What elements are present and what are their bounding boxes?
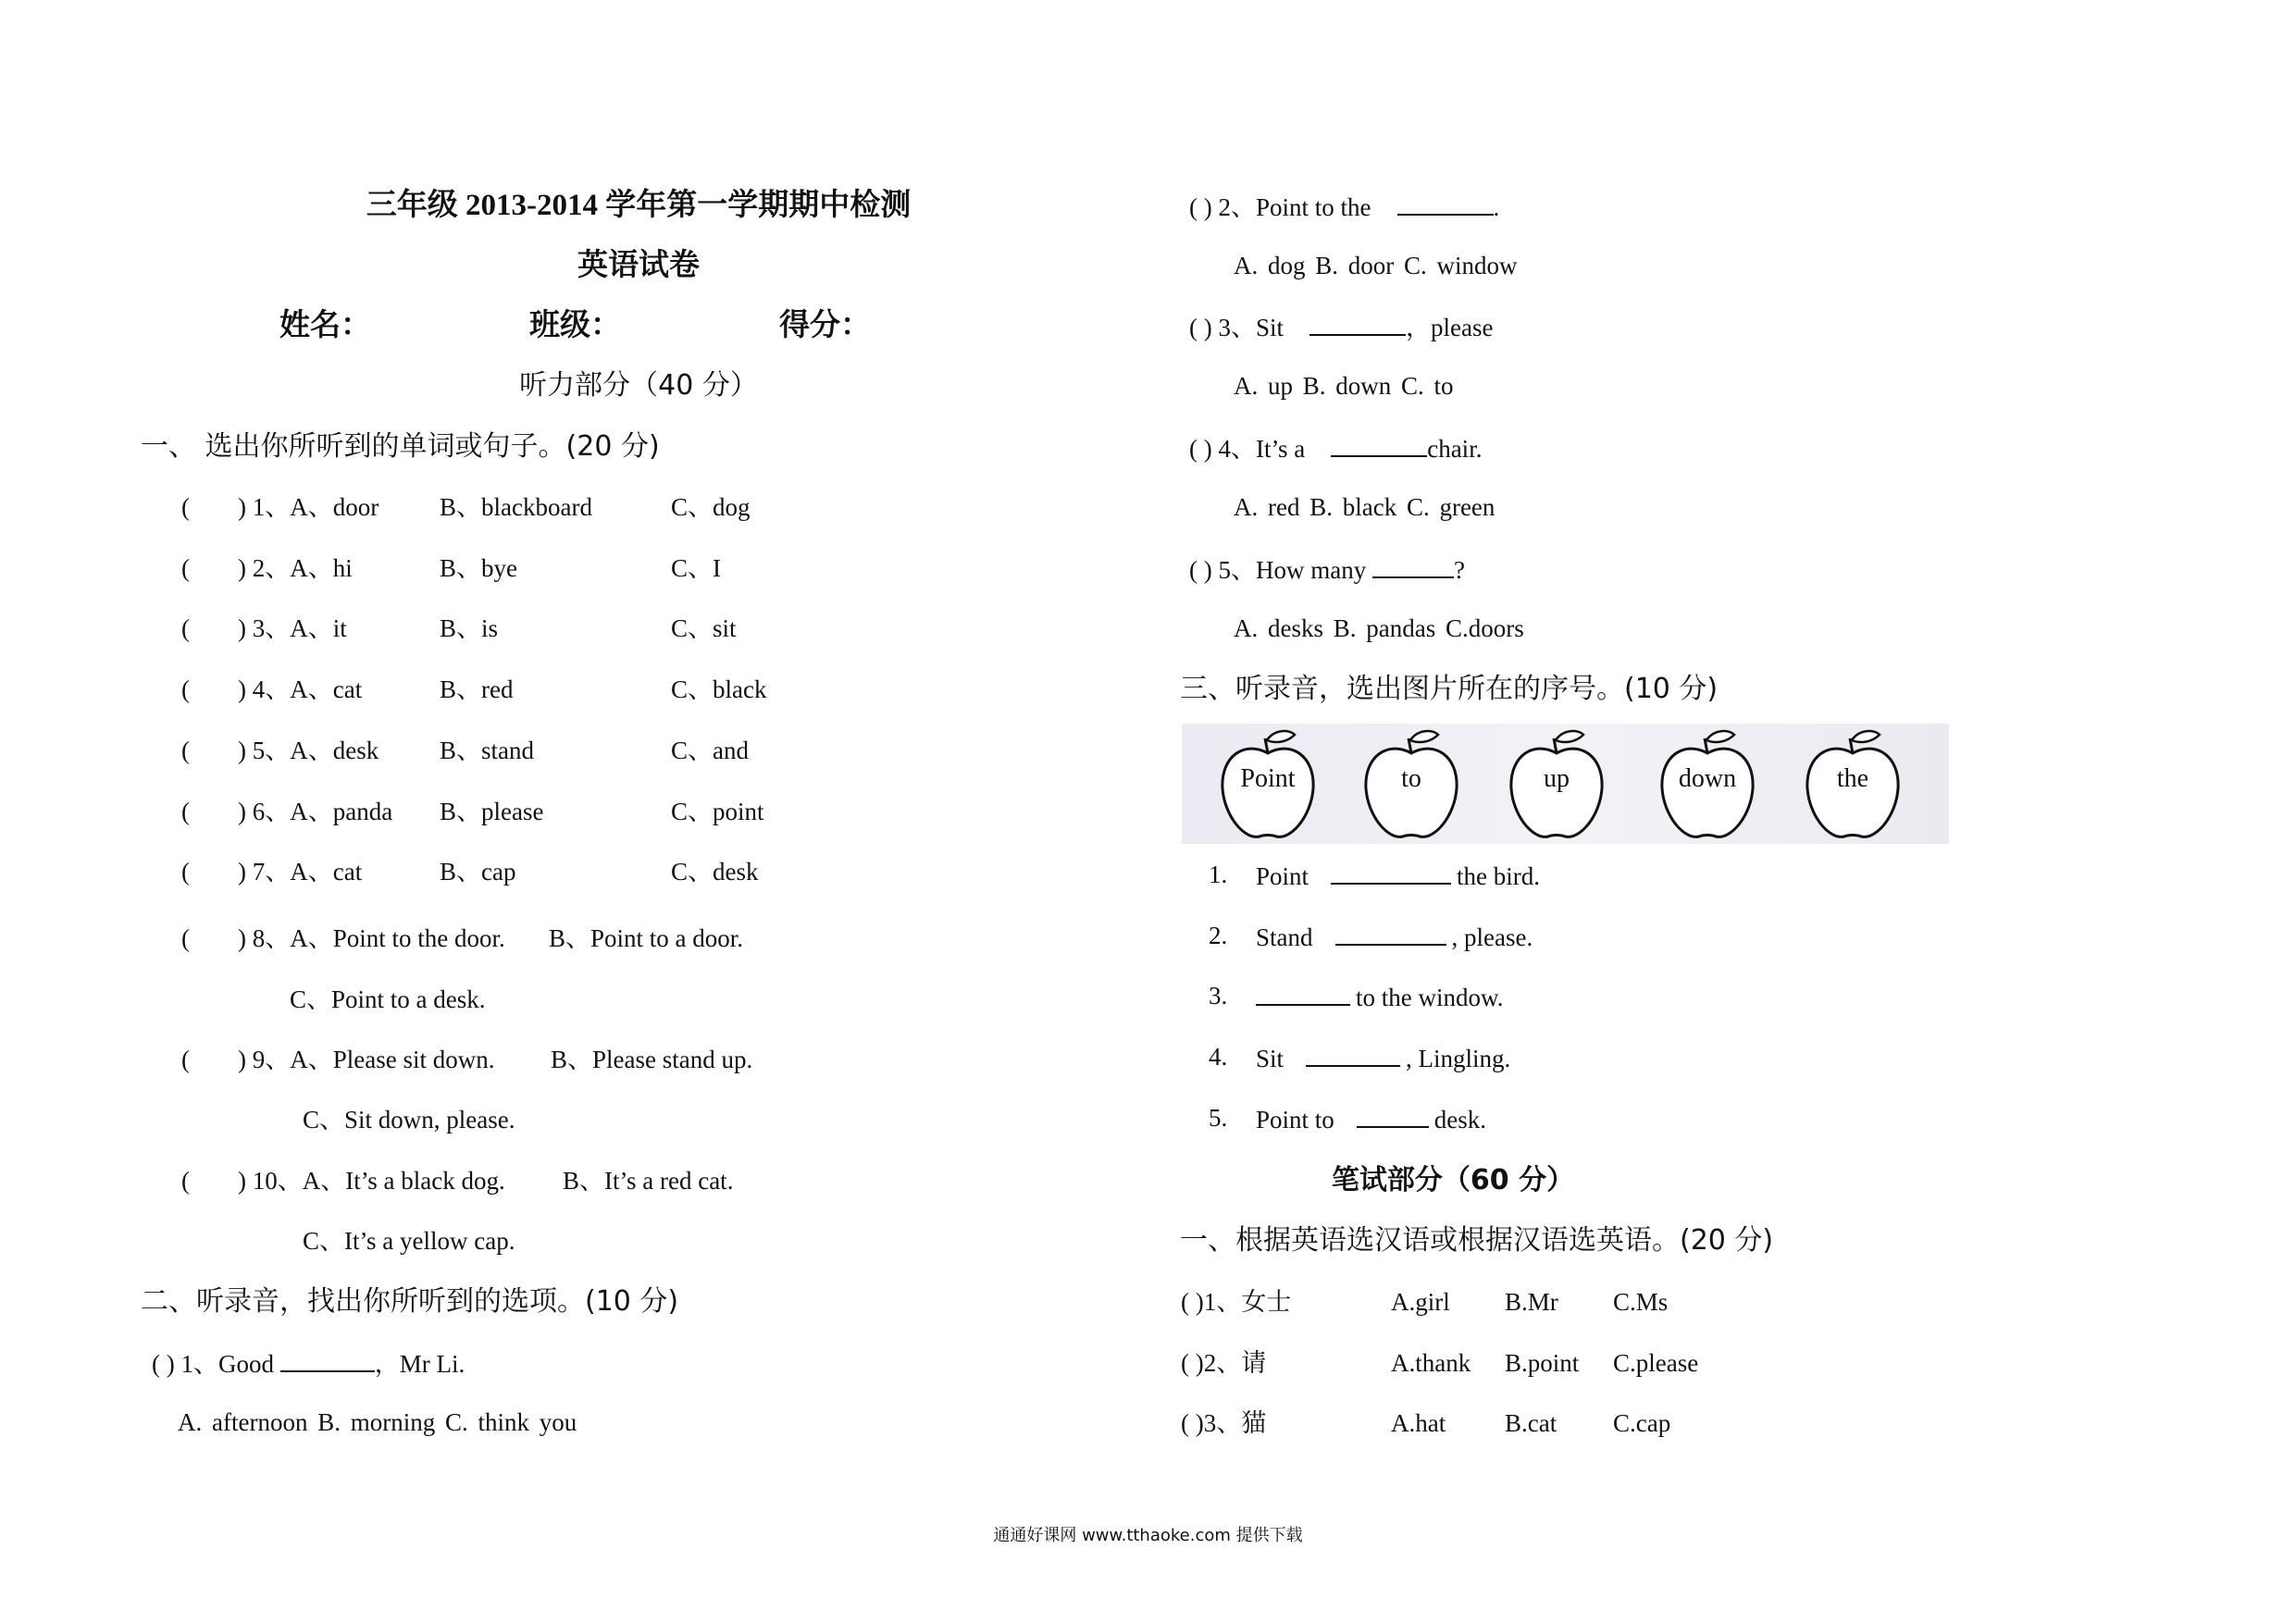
question-number: ( )3、猫 xyxy=(1181,1409,1267,1438)
option-c: C.cap xyxy=(1613,1409,1671,1438)
s2-q5-options: A. desks B. pandas C.doors xyxy=(1234,614,1524,642)
footer-text: 通通好课网 www.tthaoke.com 提供下载 xyxy=(993,1526,1303,1545)
section3-heading: 三、听录音，选出图片所在的序号。(10 分) xyxy=(1180,673,1719,705)
apple-word: the xyxy=(1836,764,1869,793)
apple-word: Point xyxy=(1240,764,1296,793)
item9-b: B、Please stand up. xyxy=(551,1046,753,1073)
item-number: 3. xyxy=(1209,982,1228,1010)
item-a: ) 4、A、cat xyxy=(238,675,363,704)
apple-picture xyxy=(1647,724,1768,844)
written-header: 笔试部分（60 分） xyxy=(1331,1164,1575,1196)
fill-blank-sentence xyxy=(1256,920,1533,953)
item-a: ) 7、A、cat xyxy=(238,858,363,886)
item9-c: C、Sit down, please. xyxy=(303,1106,515,1134)
apple-word: up xyxy=(1544,764,1570,793)
section2-heading: 二、听录音，找出你所听到的选项。(10 分) xyxy=(141,1285,679,1318)
fill-blank-sentence xyxy=(1256,980,1503,1013)
apple-picture xyxy=(1793,724,1913,844)
s2-q1-options: A. afternoon B. morning C. think you xyxy=(178,1408,577,1436)
item-c: C、I xyxy=(671,553,721,582)
question-number: ( )2、请 xyxy=(1181,1348,1267,1377)
apple-picture xyxy=(1496,724,1617,844)
fill-blank-sentence xyxy=(1256,1102,1486,1135)
item8-row: ( ) 8、A、Point to the door. xyxy=(181,924,505,952)
s2-q5: ( ) 5、How many ? xyxy=(1189,552,1465,586)
option-a: A.thank xyxy=(1391,1348,1471,1377)
class-label: 班级： xyxy=(529,309,621,342)
s2-q4-options: A. red B. black C. green xyxy=(1234,493,1496,521)
item-number: 5. xyxy=(1209,1103,1228,1132)
fill-blank-sentence xyxy=(1256,1041,1510,1074)
item8-a: ) 8、A、Point to the door. xyxy=(238,924,505,952)
item-b: B、cap xyxy=(440,858,516,886)
item-c: C、dog xyxy=(671,493,751,521)
item10-a: ) 10、A、It’s a black dog. xyxy=(238,1167,505,1195)
s2-q1: ( ) 1、Good ，Mr Li. xyxy=(152,1346,465,1380)
item8-c: C、Point to a desk. xyxy=(290,985,486,1013)
option-a: A.girl xyxy=(1391,1288,1450,1316)
fill-blank-sentence xyxy=(1256,859,1540,892)
apple-word: down xyxy=(1678,764,1737,793)
item10-c: C、It’s a yellow cap. xyxy=(303,1227,515,1255)
item-b: B、bye xyxy=(440,553,517,582)
list-item: ( ) 3、A、it xyxy=(181,614,347,643)
item-b: B、blackboard xyxy=(440,493,592,521)
item-a: ) 2、A、hi xyxy=(238,553,353,582)
list-item: ( ) 2、A、hi xyxy=(181,553,353,582)
written1-heading: 一、根据英语选汉语或根据汉语选英语。(20 分) xyxy=(1180,1224,1774,1257)
s2-q3-options: A. up B. down C. to xyxy=(1234,372,1454,400)
item-c: C、sit xyxy=(671,614,737,643)
option-c: C.please xyxy=(1613,1348,1699,1377)
apple-picture xyxy=(1208,724,1328,844)
item-c: C、desk xyxy=(671,858,759,886)
item-b: B、stand xyxy=(440,736,535,764)
s2-q2-options: A. dog B. door C. window xyxy=(1234,252,1518,279)
sentence-end: the bird. xyxy=(1457,862,1541,890)
item-c: C、black xyxy=(671,675,767,704)
exam-title: 三年级 2013-2014 学年第一学期期中检测 xyxy=(366,189,912,222)
item10-row: ( ) 10、A、It’s a black dog. xyxy=(181,1167,505,1195)
option-b: B.Mr xyxy=(1505,1288,1558,1316)
option-c: C.Ms xyxy=(1613,1288,1669,1316)
sentence-start: Point to xyxy=(1256,1105,1334,1134)
apple-picture xyxy=(1351,724,1471,844)
sentence-end: , Lingling. xyxy=(1406,1045,1511,1073)
item-a: ) 6、A、panda xyxy=(238,797,393,825)
apple-picture-strip xyxy=(1182,724,1949,844)
option-a: A.hat xyxy=(1391,1409,1446,1438)
list-item: ( ) 7、A、cat xyxy=(181,858,363,886)
apple-word: to xyxy=(1401,764,1421,793)
section1-heading: 一、 选出你所听到的单词或句子。(20 分) xyxy=(141,430,660,463)
item-number: 2. xyxy=(1209,921,1228,949)
item-b: B、is xyxy=(440,614,499,643)
question-number: ( )1、女士 xyxy=(1181,1288,1292,1316)
item-a: ) 1、A、door xyxy=(238,493,379,521)
item-number: 4. xyxy=(1209,1043,1228,1072)
sentence-end: , please. xyxy=(1451,923,1533,951)
item-c: C、and xyxy=(671,736,749,764)
item-a: ) 5、A、desk xyxy=(238,736,379,764)
list-item: ( ) 1、A、door xyxy=(181,493,379,521)
score-label: 得分： xyxy=(779,309,871,342)
s2-q3: ( ) 3、Sit ，please xyxy=(1189,310,1493,343)
sentence-start: Sit xyxy=(1256,1045,1285,1073)
sentence-start: Point xyxy=(1256,862,1309,890)
s2-q2: ( ) 2、Point to the . xyxy=(1189,190,1499,223)
sentence-start: Stand xyxy=(1256,923,1313,951)
item-b: B、please xyxy=(440,797,544,825)
option-b: B.point xyxy=(1505,1348,1580,1377)
option-b: B.cat xyxy=(1505,1409,1558,1438)
item9-a: ) 9、A、Please sit down. xyxy=(238,1046,495,1073)
listening-header: 听力部分（40 分） xyxy=(519,369,758,402)
s2-q4: ( ) 4、It’s a chair. xyxy=(1189,431,1482,465)
sentence-end: desk. xyxy=(1433,1105,1487,1134)
name-label: 姓名： xyxy=(279,309,371,342)
item-c: C、point xyxy=(671,797,764,825)
item9-row: ( ) 9、A、Please sit down. xyxy=(181,1046,495,1073)
item-a: ) 3、A、it xyxy=(238,614,347,643)
list-item: ( ) 4、A、cat xyxy=(181,675,363,704)
item-number: 1. xyxy=(1209,861,1228,888)
list-item: ( ) 5、A、desk xyxy=(181,736,379,764)
item10-b: B、It’s a red cat. xyxy=(563,1167,734,1195)
list-item: ( ) 6、A、panda xyxy=(181,797,393,825)
sentence-end: to the window. xyxy=(1356,984,1504,1012)
exam-subtitle: 英语试卷 xyxy=(577,249,700,282)
item-b: B、red xyxy=(440,675,514,704)
item8-b: B、Point to a door. xyxy=(549,924,744,952)
